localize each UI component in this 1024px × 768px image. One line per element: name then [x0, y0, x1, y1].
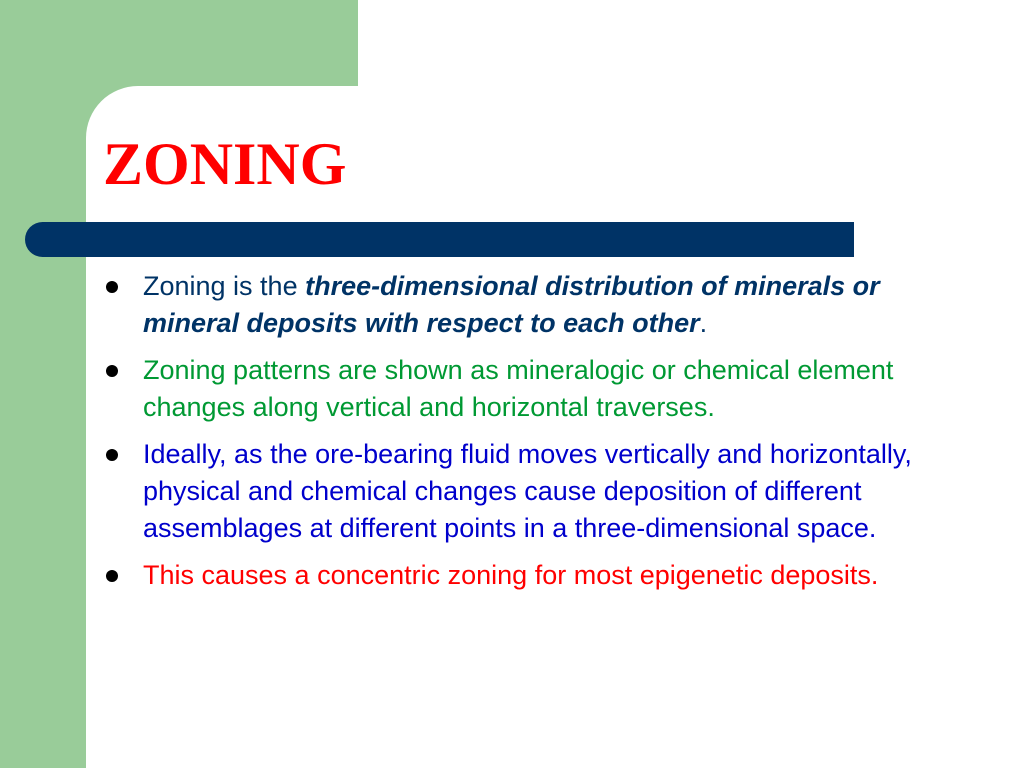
bullet-tail-text: .: [699, 308, 708, 338]
bullet-list: [106, 268, 956, 604]
bullet-item-concentric-zoning: [106, 557, 956, 594]
bullet-text: Zoning patterns are shown as mineralogic or chemical element changes along vertical and horizontal traverses.: [143, 355, 894, 422]
bullet-dot-icon: [106, 365, 118, 377]
title-divider-bar: [25, 222, 854, 257]
bullet-text: This causes a concentric zoning for most epigenetic deposits.: [143, 560, 879, 590]
bullet-dot-icon: [106, 281, 118, 293]
bullet-item-patterns: [106, 352, 956, 426]
bullet-lead-text: Zoning is the: [143, 271, 306, 301]
bullet-text: Ideally, as the ore-bearing fluid moves vertically and horizontally, physical and chemical changes cause deposition of different assemblages at different points in a three-dimensional space.: [143, 439, 912, 543]
bullet-item-definition: [106, 268, 956, 342]
slide-title: ZONING: [103, 131, 347, 197]
bullet-dot-icon: [106, 449, 118, 461]
bullet-emphasis-text: three-dimensional distribution of minerals or mineral deposits with respect to each other: [143, 271, 880, 338]
bullet-item-fluid-movement: [106, 436, 956, 547]
bullet-dot-icon: [106, 570, 118, 582]
